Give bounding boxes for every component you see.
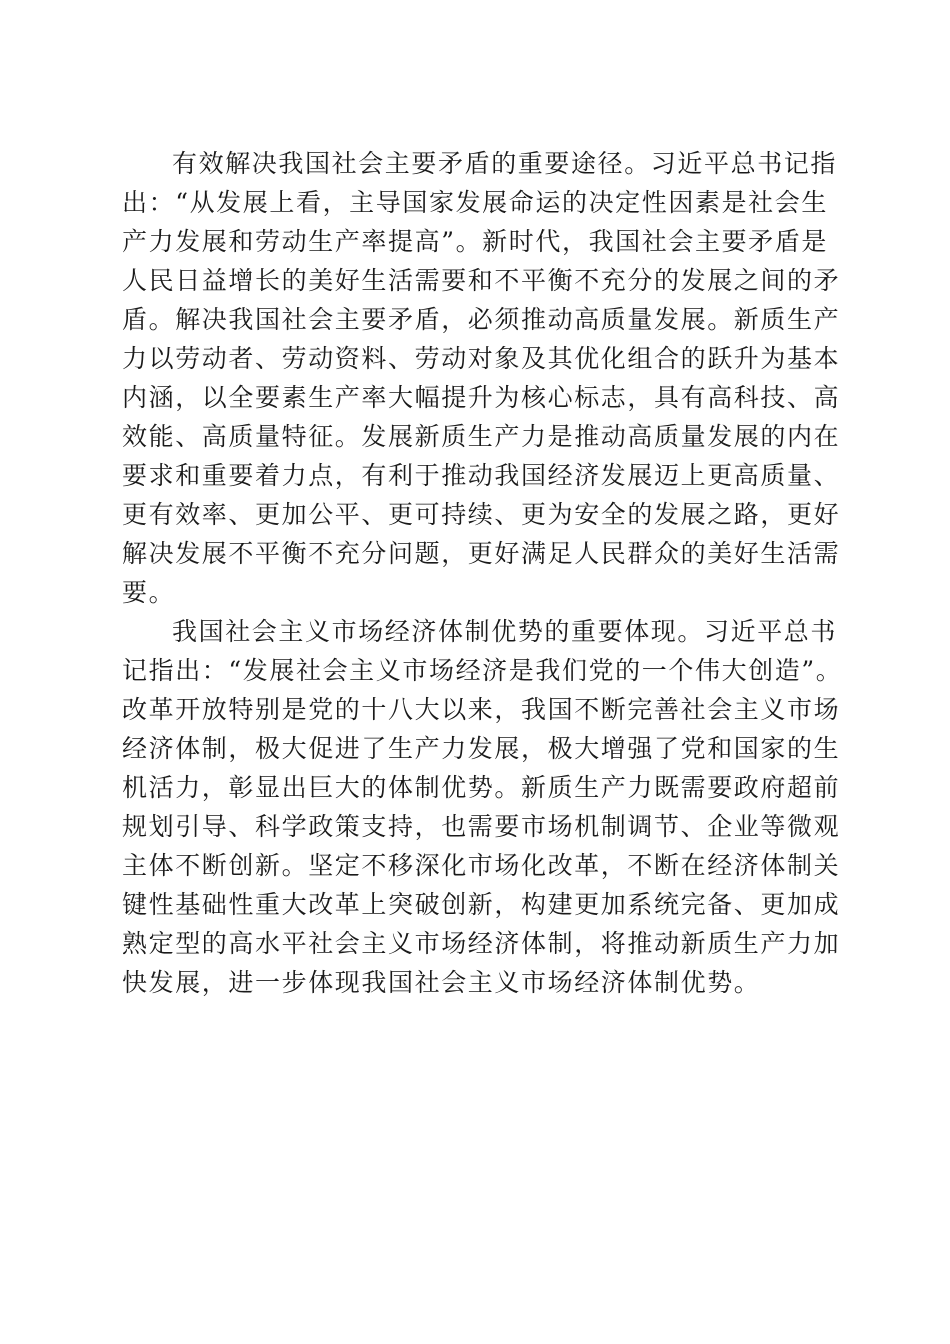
paragraph-line: 熟定型的高水平社会主义市场经济体制，将推动新质生产力加 — [122, 929, 841, 958]
paragraph-line: 盾。解决我国社会主要矛盾，必须推动高质量发展。新质生产 — [122, 305, 841, 334]
paragraph-1 — [122, 144, 841, 612]
paragraph-line: 机活力，彰显出巨大的体制优势。新质生产力既需要政府超前 — [122, 773, 841, 802]
paragraph-line: 人民日益增长的美好生活需要和不平衡不充分的发展之间的矛 — [122, 266, 841, 295]
document-body — [122, 144, 843, 1002]
paragraph-line: 改革开放特别是党的十八大以来，我国不断完善社会主义市场 — [122, 695, 841, 724]
paragraph-line: 效能、高质量特征。发展新质生产力是推动高质量发展的内在 — [122, 422, 841, 451]
paragraph-line: 要求和重要着力点，有利于推动我国经济发展迈上更高质量、 — [122, 461, 841, 490]
paragraph-line: 我国社会主义市场经济体制优势的重要体现。习近平总书 — [172, 617, 838, 646]
paragraph-line: 记指出：“发展社会主义市场经济是我们党的一个伟大创造”。 — [122, 656, 843, 685]
paragraph-line: 产力发展和劳动生产率提高”。新时代，我国社会主要矛盾是 — [122, 227, 828, 256]
paragraph-line: 力以劳动者、劳动资料、劳动对象及其优化组合的跃升为基本 — [122, 344, 841, 373]
paragraph-line: 快发展，进一步体现我国社会主义市场经济体制优势。 — [122, 968, 761, 997]
paragraph-2 — [122, 612, 843, 1002]
paragraph-line: 解决发展不平衡不充分问题，更好满足人民群众的美好生活需 — [122, 539, 841, 568]
paragraph-line: 更有效率、更加公平、更可持续、更为安全的发展之路，更好 — [122, 500, 841, 529]
paragraph-line: 规划引导、科学政策支持，也需要市场机制调节、企业等微观 — [122, 812, 841, 841]
paragraph-line: 主体不断创新。坚定不移深化市场化改革，不断在经济体制关 — [122, 851, 841, 880]
paragraph-line: 键性基础性重大改革上突破创新，构建更加系统完备、更加成 — [122, 890, 841, 919]
paragraph-line: 内涵，以全要素生产率大幅提升为核心标志，具有高科技、高 — [122, 383, 841, 412]
paragraph-line: 经济体制，极大促进了生产力发展，极大增强了党和国家的生 — [122, 734, 841, 763]
paragraph-line: 出：“从发展上看，主导国家发展命运的决定性因素是社会生 — [122, 188, 828, 217]
paragraph-line: 要。 — [122, 578, 176, 607]
paragraph-line: 有效解决我国社会主要矛盾的重要途径。习近平总书记指 — [172, 149, 838, 178]
